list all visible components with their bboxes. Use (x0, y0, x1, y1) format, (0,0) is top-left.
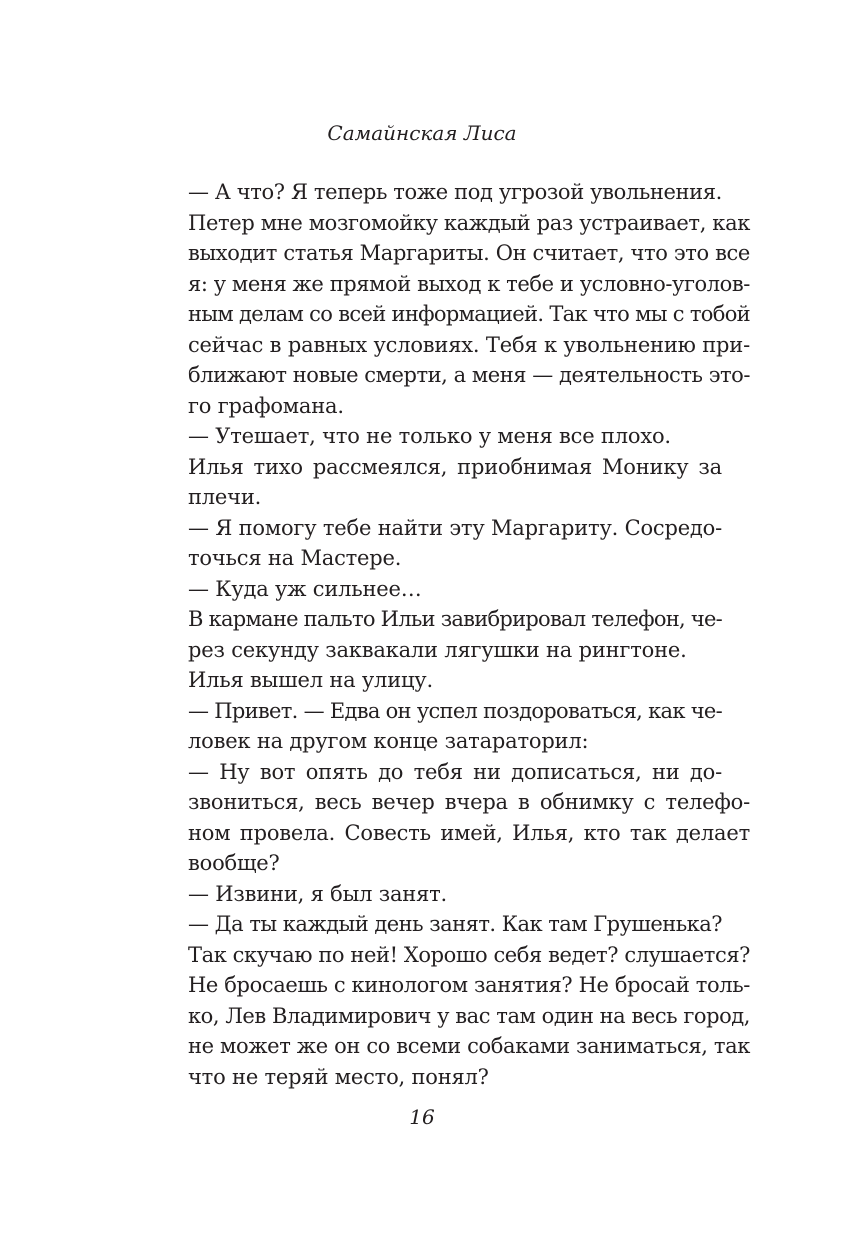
text-line: точься на Мастере. (188, 546, 402, 570)
paragraph (160, 513, 750, 574)
paragraph (160, 665, 750, 696)
text-line: ном провела. Совесть имей, Илья, кто так делает (188, 820, 750, 845)
text-line: Так скучаю по ней! Хорошо себя ведет? слушается? (188, 942, 750, 967)
paragraph (160, 177, 750, 421)
text-line: вообще? (188, 851, 280, 875)
text-line: сейчас в равных условиях. Тебя к увольнению при- (188, 332, 750, 357)
text-line: ближают новые смерти, а меня — деятельность это- (188, 363, 750, 387)
text-line: — Да ты каждый день занят. Как там Грушенька? (188, 912, 722, 936)
text-line: Илья тихо рассмеялся, приобнимая Монику за (188, 454, 722, 479)
paragraph (160, 452, 750, 513)
paragraph (160, 421, 750, 452)
text-line: я: у меня же прямой выход к тебе и условно-уголов- (188, 271, 750, 296)
paragraph (160, 757, 750, 879)
text-line: ным делам со всей информацией. Так что мы с тобой (188, 302, 750, 326)
paragraph (160, 879, 750, 910)
running-head: Самайнская Лиса (327, 121, 517, 145)
text-line: Не бросаешь с кинологом занятия? Не бросай толь- (188, 973, 750, 997)
text-line: плечи. (188, 485, 262, 509)
body-text (160, 177, 750, 1092)
text-line: — Утешает, что не только у меня все плохо. (188, 424, 671, 448)
text-line: ловек на другом конце затараторил: (188, 729, 589, 753)
text-line: — Я помогу тебе найти эту Маргариту. Сосредо- (188, 515, 722, 540)
text-line: — Ну вот опять до тебя ни дописаться, ни до- (188, 759, 722, 784)
text-line: — Привет. — Едва он успел поздороваться, как че- (188, 698, 722, 723)
paragraph (160, 909, 750, 1092)
paragraph (160, 574, 750, 605)
text-line: — А что? Я теперь тоже под угрозой увольнения. (188, 180, 722, 204)
text-line: В кармане пальто Ильи завибрировал телефон, че- (188, 607, 722, 631)
text-line: что не теряй место, понял? (188, 1064, 489, 1089)
text-line: не может же он со всеми собаками заниматься, так (188, 1034, 750, 1058)
paragraph (160, 604, 750, 665)
text-line: — Извини, я был занят. (188, 881, 448, 906)
text-line: ко, Лев Владимирович у вас там один на весь город, (188, 1003, 750, 1028)
text-line: рез секунду заквакали лягушки на рингтоне. (188, 637, 687, 662)
text-line: выходит статья Маргариты. Он считает, что это все (188, 241, 750, 265)
text-line: го графомана. (188, 393, 344, 418)
text-line: Илья вышел на улицу. (188, 668, 433, 692)
paragraph (160, 696, 750, 757)
text-line: Петер мне мозгомойку каждый раз устраивает, как (188, 210, 750, 235)
text-line: звониться, весь вечер вчера в обнимку с телефо- (188, 790, 750, 814)
text-line: — Куда уж сильнее… (188, 576, 422, 601)
page-number: 16 (409, 1105, 435, 1129)
